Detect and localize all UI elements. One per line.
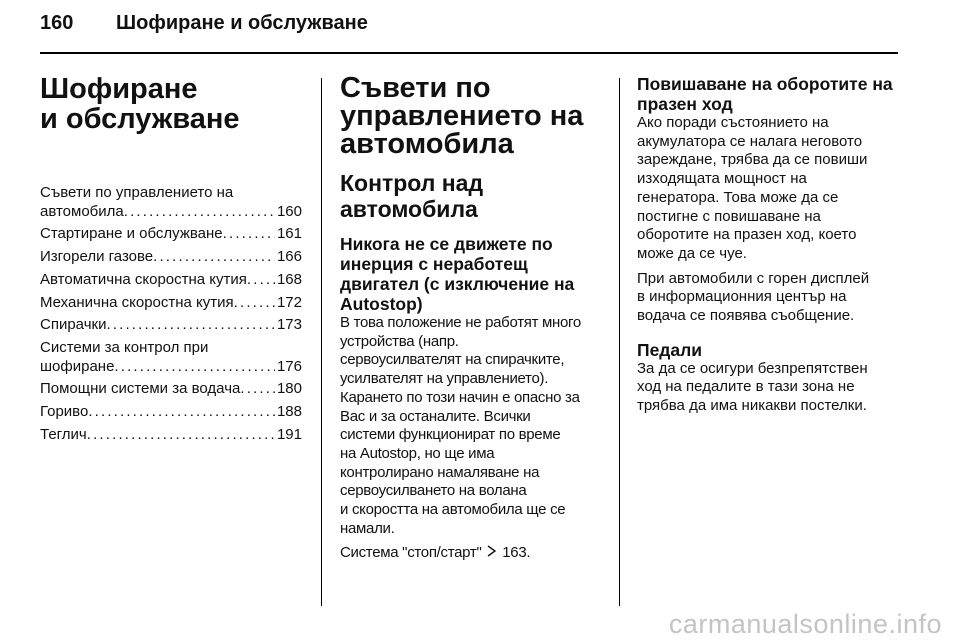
toc-dot-leader — [87, 426, 275, 445]
toc-dot-leader — [114, 358, 275, 377]
chapter-column — [40, 74, 302, 448]
toc-dot-leader — [234, 294, 275, 313]
toc-label: автомобила — [40, 202, 124, 220]
header-title: Шофиране и обслужване — [116, 12, 368, 34]
toc-item[interactable] — [40, 294, 302, 313]
text-line: В това положение не работят много — [340, 314, 581, 331]
subsection-title: Контрол над автомобила — [340, 170, 484, 222]
text-line: може да се чуе. — [637, 244, 747, 262]
toc-dot-leader — [124, 203, 275, 222]
toc-item[interactable] — [40, 271, 302, 290]
toc-item[interactable] — [40, 184, 302, 221]
heading-line: Никога не се движете по — [340, 234, 553, 254]
text-line: Вас и за останалите. Всички — [340, 407, 531, 425]
text-line: контролирано намаляване на — [340, 463, 540, 481]
text-line: в информационния център на — [637, 288, 847, 306]
toc-item[interactable] — [40, 248, 302, 267]
arrow-reference-icon — [487, 544, 496, 563]
heading-line: Педали — [637, 339, 703, 360]
idle-speed-column — [637, 74, 899, 422]
chapter-title — [40, 74, 302, 134]
heading-line: двигател (с изключение на — [340, 274, 575, 294]
heading-pedals — [637, 340, 899, 360]
toc-dot-leader — [153, 248, 275, 267]
toc-item[interactable] — [40, 403, 302, 422]
toc-page-number: 176 — [276, 357, 302, 375]
toc-label: Спирачки — [40, 316, 107, 334]
text-line: акумулатора се налага неговото — [637, 132, 863, 150]
toc-page-number: 166 — [276, 248, 302, 266]
text-line: зареждане, трябва да се повиши — [637, 151, 868, 169]
toc-dot-leader — [223, 225, 275, 244]
coasting-paragraph — [340, 314, 602, 538]
text-line: намали. — [340, 519, 395, 537]
toc-page-number: 160 — [276, 202, 302, 220]
text-line: Ако поради състоянието на — [637, 114, 829, 131]
toc-item[interactable] — [40, 225, 302, 244]
text-line: водача се появява съобщение. — [637, 307, 855, 325]
toc-label: Изгорели газове — [40, 248, 154, 266]
toc-page-number: 173 — [276, 316, 302, 334]
toc-label: шофиране — [40, 357, 115, 375]
header-rule — [40, 52, 898, 54]
toc-page-number: 168 — [276, 270, 302, 288]
text-line: усилвателят на управлението). — [340, 370, 549, 388]
text-line: оборотите на празен ход, което — [637, 226, 857, 244]
toc-page-number: 172 — [276, 293, 302, 311]
toc-label: Стартиране и обслужване — [40, 225, 223, 243]
toc-page-number: 191 — [276, 425, 302, 443]
toc-item[interactable] — [40, 316, 302, 335]
toc-page-number: 161 — [276, 225, 302, 243]
toc-dot-leader — [240, 380, 275, 399]
toc-dot-leader — [88, 403, 275, 422]
toc-item[interactable] — [40, 426, 302, 445]
toc-label-line: Съвети по управлението на — [40, 184, 234, 201]
idle-speed-paragraph — [637, 114, 899, 264]
driving-hints-column — [340, 74, 602, 569]
toc-label-line: Системи за контрол при — [40, 338, 209, 356]
heading-coasting — [340, 234, 602, 314]
text-line: постигне с повишаване на — [637, 207, 821, 225]
text-line: генератора. Това може да се — [637, 188, 839, 206]
reference-text: Система "стоп/старт" — [340, 544, 482, 562]
chapter-title-line: Шофиране — [40, 73, 198, 105]
table-of-contents — [40, 184, 302, 444]
column-divider-2 — [619, 78, 620, 606]
text-line: трябва да има никакви постелки. — [637, 397, 867, 415]
display-message-paragraph — [637, 270, 899, 326]
toc-dot-leader — [106, 316, 275, 335]
toc-label: Гориво — [40, 403, 89, 421]
section-title-line: автомобила — [340, 128, 514, 160]
text-line: изходящата мощност на — [637, 170, 807, 188]
pedals-paragraph — [637, 360, 899, 416]
reference-page: 163. — [502, 544, 531, 562]
heading-line: Повишаване на оборотите на — [637, 74, 893, 94]
heading-idle-speed — [637, 74, 899, 114]
text-line: ход на педалите в тази зона не — [637, 378, 855, 396]
heading-line: празен ход — [637, 94, 733, 114]
column-divider-1 — [321, 78, 322, 606]
toc-dot-leader — [247, 271, 275, 290]
text-line: Карането по този начин е опасно за — [340, 388, 580, 406]
toc-label: Автоматична скоростна кутия — [40, 270, 247, 288]
text-line: сервоусилвателят на спирачките, — [340, 351, 565, 369]
section-title-line: Съвети по — [340, 72, 491, 104]
text-line: системи функционират по време — [340, 426, 561, 444]
cross-reference[interactable] — [340, 544, 602, 563]
page-header — [40, 12, 368, 35]
text-line: За да се осигури безпрепятствен — [637, 359, 868, 377]
section-title-line: управлението на — [340, 100, 584, 132]
text-line: устройства (напр. — [340, 332, 459, 350]
heading-line: инерция с неработещ — [340, 254, 528, 274]
toc-label: Теглич — [40, 425, 87, 443]
section-title — [340, 74, 602, 158]
heading-line: Autostop) — [340, 294, 423, 314]
toc-item[interactable] — [40, 380, 302, 399]
toc-page-number: 180 — [276, 380, 302, 398]
toc-label: Механична скоростна кутия — [40, 293, 234, 311]
toc-page-number: 188 — [276, 403, 302, 421]
text-line: на Autostop, но ще има — [340, 444, 495, 462]
text-line: При автомобили с горен дисплей — [637, 269, 870, 287]
text-line: сервоусилването на волана — [340, 482, 527, 500]
text-line: и скоростта на автомобила ще се — [340, 501, 566, 519]
page-number: 160 — [40, 12, 74, 34]
watermark-text: carmanualsonline.info — [668, 609, 942, 639]
toc-item[interactable] — [40, 339, 302, 376]
toc-label: Помощни системи за водача — [40, 380, 241, 398]
chapter-title-line: и обслужване — [40, 103, 240, 135]
